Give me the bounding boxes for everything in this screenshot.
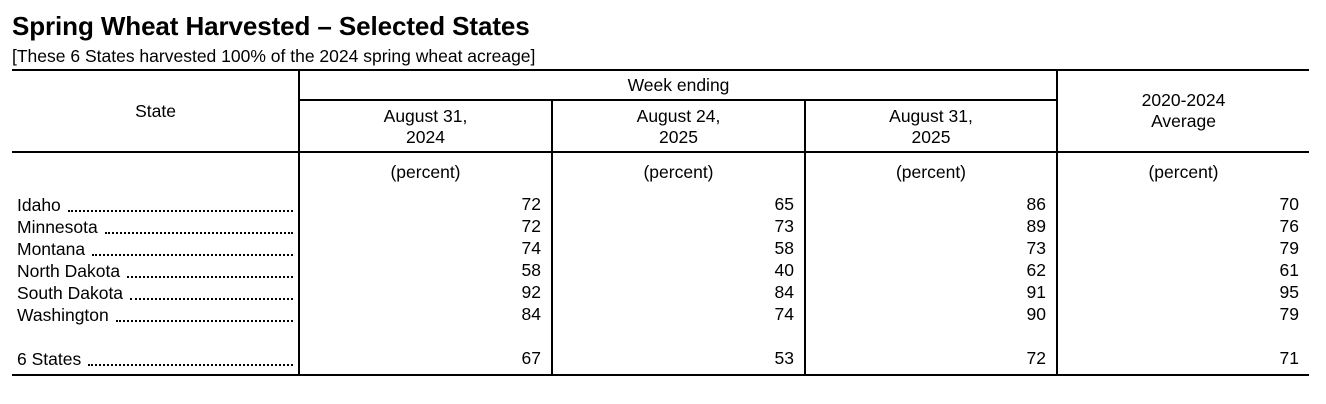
value-cell: 86 [1026,194,1046,214]
value-cell: 89 [1026,216,1046,236]
value-cell: 91 [1026,282,1046,302]
week-ending-group-header: Week ending [627,75,730,95]
value-cell: 62 [1026,260,1046,280]
value-cell: 92 [521,282,541,302]
value-cell: 58 [521,260,541,280]
state-cell [17,216,293,238]
table-row [0,282,1326,304]
value-cell: 74 [521,238,541,258]
state-column-header: State [135,101,176,121]
dot-leader [105,232,293,234]
value-cell: 73 [774,216,794,236]
state-name: South Dakota [17,283,124,303]
table-row [0,260,1326,282]
header-bottom-rule [12,151,1309,153]
page-title: Spring Wheat Harvested – Selected States [12,11,530,41]
value-cell: 84 [521,304,541,324]
dot-leader [116,320,293,322]
value-cell: 40 [774,260,794,280]
value-cell: 67 [521,348,541,368]
table-top-rule [12,69,1309,71]
dot-leader [92,254,293,256]
unit-label: (percent) [390,162,461,182]
value-cell: 72 [1026,348,1046,368]
unit-label: (percent) [643,162,714,182]
state-cell [17,348,293,370]
column-header-aug24-2025: August 24, 2025 [636,106,721,147]
table-row [0,194,1326,216]
column-header-aug31-2024: August 31, 2024 [383,106,468,147]
value-cell: 70 [1279,194,1299,214]
state-name: Idaho [17,195,61,215]
value-cell: 73 [1026,238,1046,258]
column-header-average: 2020-2024 Average [1141,90,1226,131]
dot-leader [88,364,293,366]
value-cell: 61 [1279,260,1299,280]
dot-leader [68,210,293,212]
value-cell: 74 [774,304,794,324]
value-cell: 72 [521,194,541,214]
value-cell: 53 [774,348,794,368]
value-cell: 72 [521,216,541,236]
group-header-rule [299,99,1058,101]
value-cell: 79 [1279,304,1299,324]
dot-leader [127,276,293,278]
value-cell: 79 [1279,238,1299,258]
dot-leader [130,298,293,300]
value-cell: 95 [1279,282,1299,302]
state-cell [17,304,293,326]
table-row [0,238,1326,260]
state-name: North Dakota [17,261,121,281]
state-cell [17,260,293,282]
state-name: 6 States [17,349,82,369]
page-subtitle: [These 6 States harvested 100% of the 2024 spring wheat acreage] [12,46,536,66]
table-row [0,216,1326,238]
state-name: Minnesota [17,217,98,237]
value-cell: 84 [774,282,794,302]
value-cell: 58 [774,238,794,258]
value-cell: 71 [1279,348,1299,368]
column-header-aug31-2025: August 31, 2025 [889,106,973,147]
table-row [0,304,1326,326]
state-name: Montana [17,239,86,259]
table-total-row [0,348,1326,370]
value-cell: 76 [1279,216,1299,236]
state-cell [17,282,293,304]
unit-label: (percent) [1148,162,1219,182]
table-bottom-rule [12,374,1309,376]
value-cell: 65 [774,194,794,214]
state-cell [17,194,293,216]
state-name: Washington [17,305,109,325]
state-cell [17,238,293,260]
value-cell: 90 [1026,304,1046,324]
unit-label: (percent) [895,162,967,182]
